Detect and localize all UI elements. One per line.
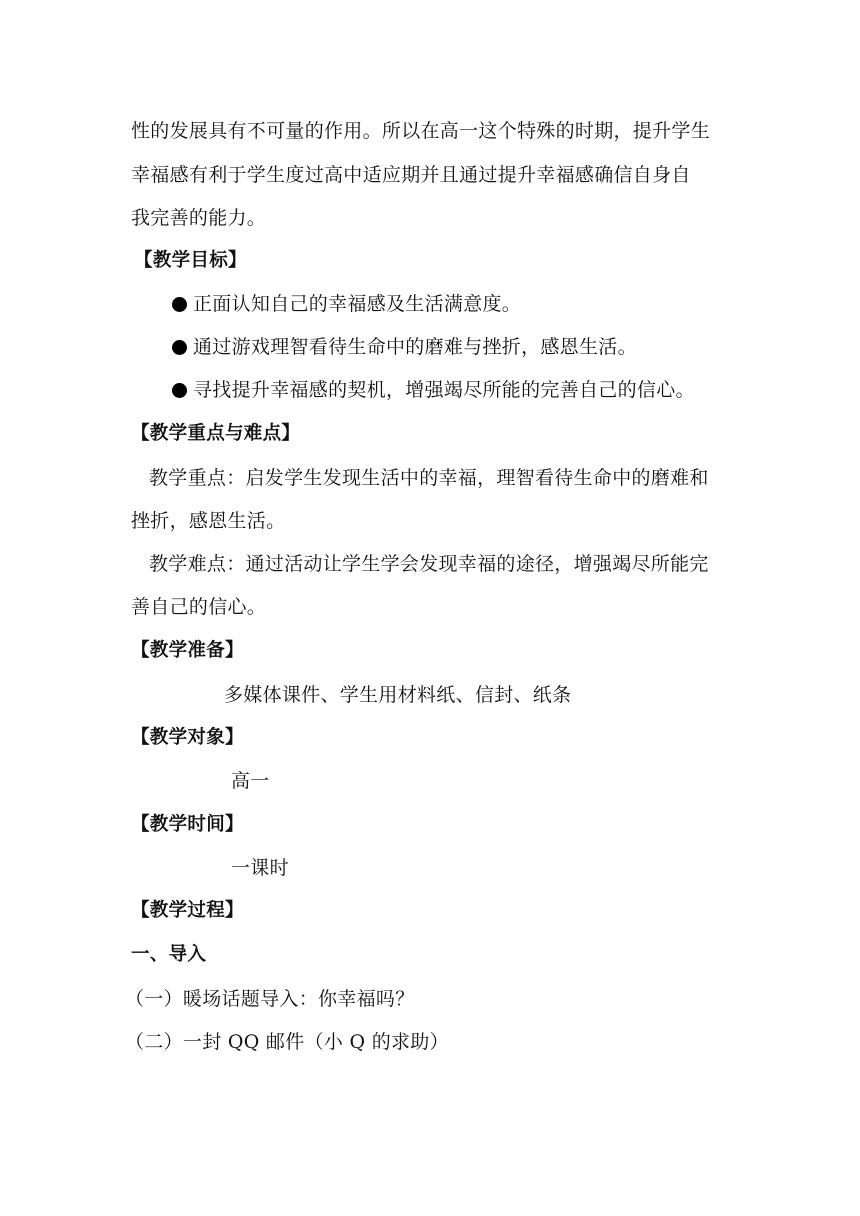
- audience-heading: 【教学对象】: [131, 727, 244, 748]
- intro-paragraph-line-3: 我完善的能力。: [131, 207, 267, 229]
- process-item-1: （一）暖场话题导入：你幸福吗？: [125, 988, 415, 1010]
- preparation-text: 多媒体课件、学生用材料纸、信封、纸条: [224, 684, 572, 706]
- teaching-goal-item-3: 寻找提升幸福感的契机，增强竭尽所能的完善自己的信心。: [193, 379, 695, 401]
- teaching-goal-item-1: 正面认知自己的幸福感及生活满意度。: [193, 293, 522, 315]
- process-subheading: 一、导入: [131, 944, 207, 965]
- difficulty-line-2: 善自己的信心。: [131, 596, 267, 618]
- bullet-dot-icon: [172, 383, 187, 398]
- intro-paragraph-line-2: 幸福感有利于学生度过高中适应期并且通过提升幸福感确信自身自: [131, 164, 691, 186]
- teaching-goal-item-2: 通过游戏理智看待生命中的磨难与挫折，感恩生活。: [193, 336, 637, 358]
- preparation-heading: 【教学准备】: [131, 640, 244, 661]
- intro-paragraph-line-1: 性的发展具有不可量的作用。所以在高一这个特殊的时期，提升学生: [131, 120, 711, 142]
- process-heading: 【教学过程】: [131, 900, 244, 921]
- key-point-line-1: 教学重点：启发学生发现生活中的幸福，理智看待生命中的磨难和: [149, 467, 709, 489]
- bullet-dot-icon: [172, 297, 187, 312]
- key-points-heading: 【教学重点与难点】: [131, 423, 301, 444]
- time-heading: 【教学时间】: [131, 814, 244, 835]
- process-item-2: （二）一封 QQ 邮件（小 Q 的求助）: [125, 1031, 449, 1053]
- time-text: 一课时: [231, 857, 289, 879]
- audience-text: 高一: [231, 770, 270, 792]
- difficulty-line-1: 教学难点：通过活动让学生学会发现幸福的途径，增强竭尽所能完: [149, 553, 709, 575]
- teaching-goals-heading: 【教学目标】: [134, 250, 247, 271]
- bullet-dot-icon: [172, 340, 187, 355]
- key-point-line-2: 挫折，感恩生活。: [131, 510, 286, 532]
